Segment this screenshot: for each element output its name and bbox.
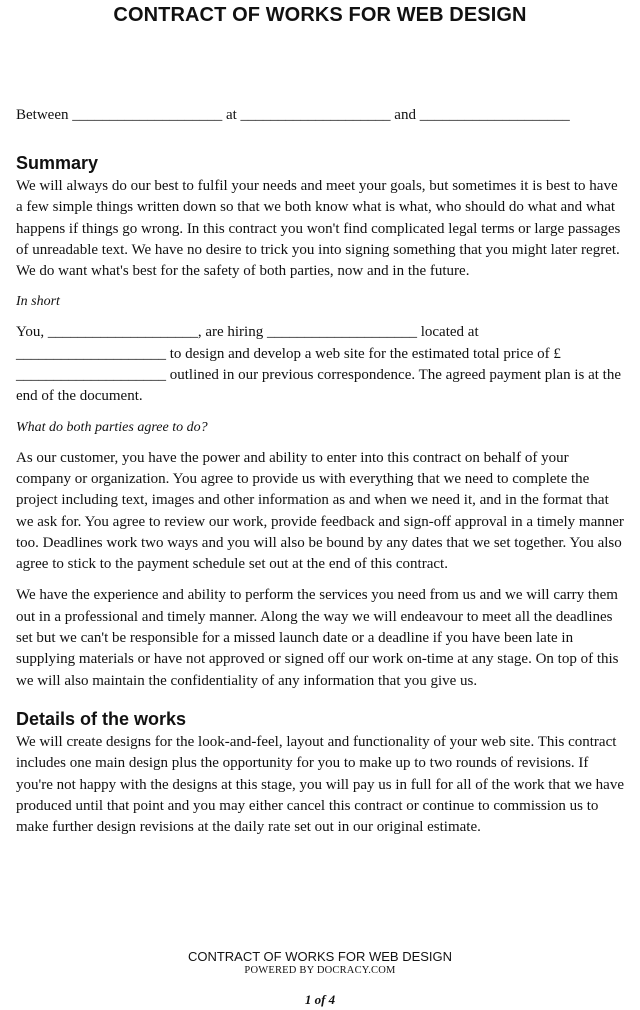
parties-line: Between ____________________ at ____________________ and ____________________	[16, 107, 570, 123]
agree-paragraph-1: As our customer, you have the power and ability to enter into this contract on behalf of your company or organization. You agree to provide us with everything that we need to complete the project including text, images and other information as and when we need it, and in the format that we ask for. You agree to review our work, provide feedback and sign-off approval in a timely manner too. Deadlines work two ways and you will also be bound by any dates that we set together. You also agree to stick to the payment schedule set out at the end of this contract.	[16, 449, 624, 573]
summary-heading: Summary	[16, 153, 99, 173]
document-body	[16, 104, 626, 848]
page-number: 1 of 4	[304, 992, 336, 1007]
page-title: CONTRACT OF WORKS FOR WEB DESIGN	[113, 4, 527, 26]
details-heading: Details of the works	[16, 708, 187, 729]
agree-heading: What do both parties agree to do?	[16, 419, 208, 435]
agree-paragraph-2: We have the experience and ability to perform the services you need from us and we will carry them out in a professional and timely manner. Along the way we will endeavour to meet all the deadlines set but we can't be responsible for a missed launch date or a deadline if you have been late in supplying materials or have not approved or signed off our work on-time at any stage. On top of this we will also maintain the confidentiality of any information that you give us.	[16, 587, 619, 689]
summary-paragraph: We will always do our best to fulfil your needs and meet your goals, but sometimes it is best to have a few simple things written down so that we both know what is what, who should do what and what happens if things go wrong. In this contract you won't find complicated legal terms or large passages of unreadable text. We have no desire to trick you into signing something that you might later regret. We do want what's best for the safety of both parties, now and in the future.	[16, 178, 621, 280]
in-short-heading: In short	[16, 294, 60, 310]
details-paragraph: We will create designs for the look-and-feel, layout and functionality of your web site. This contract includes one main design plus the opportunity for you to make up to two rounds of revisions. If you're not happy with the designs at this stage, you will pay us in full for all of the work that we have produced until that point and you may either cancel this contract or continue to commission us to make further design revisions at the daily rate set out in our original estimate.	[16, 733, 624, 836]
footer-powered-by: POWERED BY DOCRACY.COM	[244, 965, 396, 976]
in-short-paragraph: You, ____________________, are hiring ____________________ located at ____________________ to design and develop a web site for the estimated total price of £ ____________________ outlined in our previous correspondence. The agreed payment plan is at the end of the document.	[16, 324, 621, 405]
footer-title: CONTRACT OF WORKS FOR WEB DESIGN	[187, 949, 453, 964]
